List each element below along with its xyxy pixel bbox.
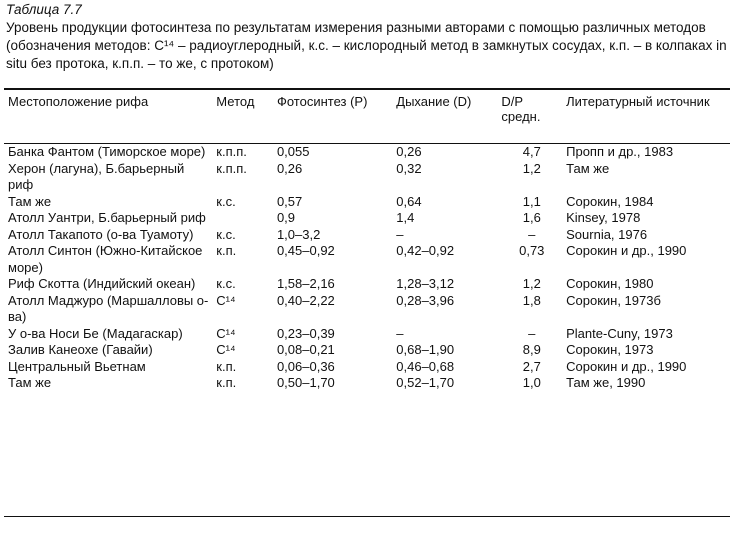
cell-location: Риф Скотта (Индийский океан) [8,276,196,291]
table-body [6,144,730,392]
cell-respiration: 0,32 [396,160,422,176]
cell-source: Сорокин, 1973 [566,342,654,357]
cell-method [214,210,275,227]
col-header-location: Местоположение рифа [8,94,149,109]
cell-source: Там же, 1990 [566,375,646,390]
cell-respiration: 1,28–3,12 [396,276,455,291]
cell-photosynthesis: 0,06–0,36 [276,358,335,374]
cell-source: Plante-Cuny, 1973 [566,325,673,341]
col-header-photosynthesis: Фотосинтез (P) [276,94,368,109]
cell-dp: 1,0 [522,375,541,390]
col-header-respiration: Дыхание (D) [396,94,472,109]
cell-method: к.п.п. [216,160,247,176]
cell-method: к.п. [216,243,237,258]
cell-location: Атолл Уантри, Б.барьерный риф [8,210,206,225]
cell-respiration: 1,4 [396,210,415,225]
cell-method: к.с. [216,193,236,209]
cell-dp: 1,6 [522,210,541,225]
cell-location: Банка Фантом (Тиморское море) [8,144,206,159]
cell-dp: – [528,325,536,341]
cell-photosynthesis: 0,45–0,92 [276,243,335,258]
table-description: Уровень продукции фотосинтеза по результатам измерения разными авторами с помощью различных методов (обозначения методов: C¹⁴ – радиоуглеродный, к.с. – кислородный метод в замкнутых сосудах, к.п. – в колпаках in situ без протока, к.п.п. – то же, с протоком) [6,20,727,71]
cell-location: У о-ва Носи Бе (Мадагаскар) [8,325,183,341]
cell-method: к.п.п. [216,144,247,159]
bottom-rule [4,516,730,517]
cell-photosynthesis: 0,08–0,21 [276,342,335,357]
cell-source: Сорокин, 1984 [566,193,654,209]
cell-method: C¹⁴ [216,292,236,308]
cell-location: Там же [8,375,52,390]
cell-method: C¹⁴ [216,342,236,357]
cell-source: Sournia, 1976 [566,226,648,242]
cell-photosynthesis: 0,26 [276,160,303,176]
cell-dp: 1,8 [522,292,541,308]
cell-method: к.п. [216,358,237,374]
cell-respiration: 0,64 [396,193,422,209]
col-header-dp: D/P средн. [501,94,541,124]
cell-photosynthesis: 0,57 [276,193,303,209]
cell-respiration: 0,46–0,68 [396,358,455,374]
cell-location: Херон (лагуна), Б.барьерный риф [8,160,185,192]
cell-source: Там же [566,160,610,176]
cell-respiration: 0,42–0,92 [396,243,455,258]
table-row [6,276,730,293]
cell-location: Центральный Вьетнам [8,358,146,374]
cell-photosynthesis: 0,9 [276,210,296,225]
cell-photosynthesis: 0,40–2,22 [276,292,335,308]
production-table [6,94,730,392]
cell-source: Сорокин и др., 1990 [566,243,687,258]
table-caption: Таблица 7.7 [6,2,82,17]
table-row [6,144,730,161]
table-row [6,359,730,376]
table-row [6,326,730,343]
cell-respiration: 0,28–3,96 [396,292,455,308]
cell-respiration: 0,52–1,70 [396,375,455,390]
col-header-source: Литературный источник [566,94,710,109]
table-row [6,161,730,194]
cell-respiration: – [396,226,404,242]
table-row [6,194,730,211]
top-rule [4,88,730,90]
cell-dp: 1,2 [522,276,541,291]
table-row [6,342,730,359]
cell-dp: 4,7 [522,144,541,159]
cell-dp: 1,2 [522,160,541,176]
table-row [6,210,730,227]
cell-source: Сорокин, 1973б [566,292,661,308]
cell-method: к.с. [216,276,236,291]
cell-respiration: – [396,325,404,341]
cell-location: Залив Канеохе (Гавайи) [8,342,153,357]
cell-source: Пропп и др., 1983 [566,144,674,159]
cell-location: Там же [8,193,52,209]
cell-dp: 2,7 [522,358,541,374]
table-row [6,243,730,276]
table-row [6,227,730,244]
cell-respiration: 0,68–1,90 [396,342,455,357]
cell-location: Атолл Синтон (Южно-Китайское море) [8,243,203,275]
cell-location: Атолл Маджуро (Маршалловы о-ва) [8,292,209,324]
table-row [6,375,730,392]
cell-source: Сорокин, 1980 [566,276,654,291]
cell-source: Kinsey, 1978 [566,210,641,225]
cell-photosynthesis: 1,58–2,16 [276,276,335,291]
cell-photosynthesis: 0,055 [276,144,310,159]
table-row [6,293,730,326]
cell-method: к.п. [216,375,237,390]
cell-respiration: 0,26 [396,144,422,159]
cell-location: Атолл Такапото (о-ва Туамоту) [8,226,194,242]
cell-photosynthesis: 0,23–0,39 [276,325,335,341]
cell-photosynthesis: 0,50–1,70 [276,375,335,390]
cell-photosynthesis: 1,0–3,2 [276,226,321,242]
cell-dp: 0,73 [519,243,545,258]
cell-dp: 1,1 [522,193,541,209]
cell-dp: 8,9 [522,342,541,357]
header-row [6,94,730,144]
cell-method: C¹⁴ [216,325,236,341]
cell-dp: – [528,226,536,242]
cell-method: к.с. [216,226,236,242]
col-header-method: Метод [216,94,255,109]
cell-source: Сорокин и др., 1990 [566,358,687,374]
